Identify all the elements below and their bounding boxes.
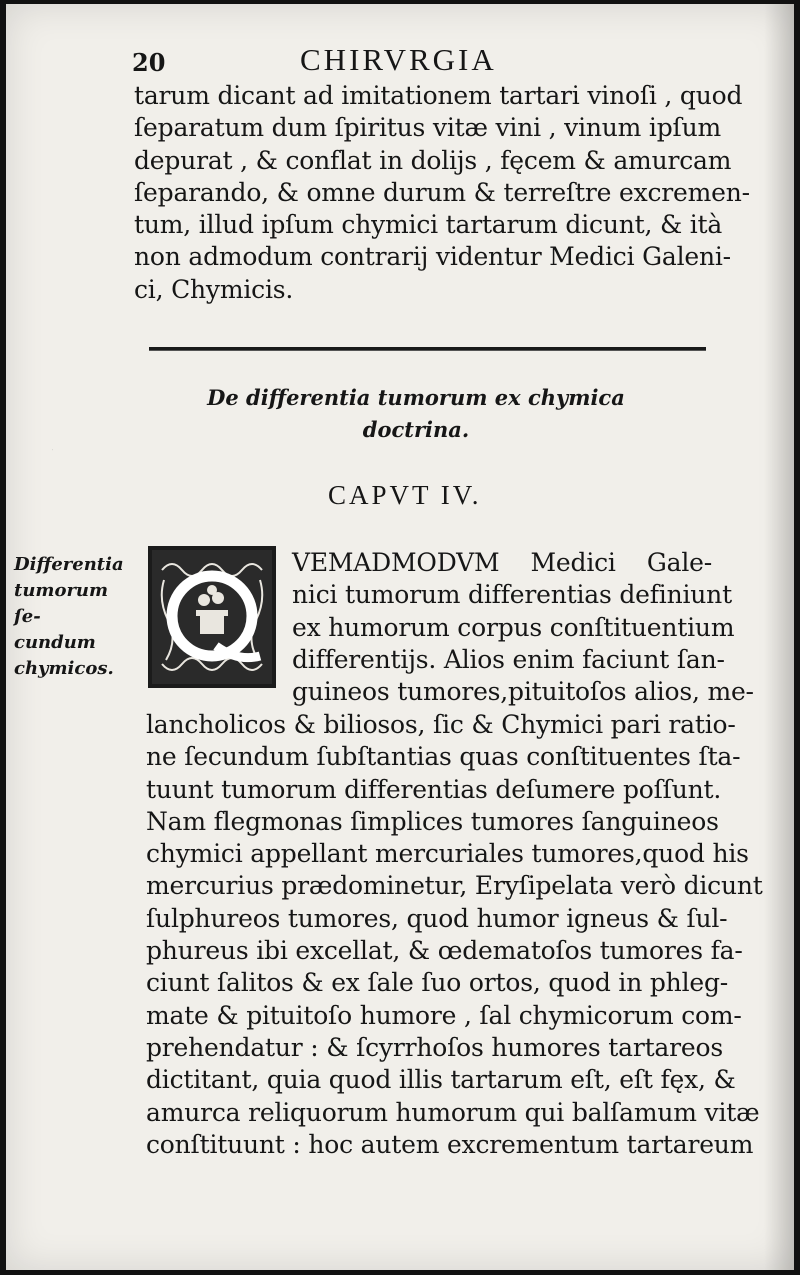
- text-line: VEMADMODVM Medici Gale-: [292, 548, 712, 577]
- margin-note-line: tumorum ſe-: [14, 580, 109, 627]
- text-line: dictitant, quia quod illis tartarum eſt, eſt fęx, &: [146, 1065, 736, 1095]
- text-line: differentijs. Alios enim faciunt ſan-: [292, 644, 725, 674]
- text-line: chymici appellant mercuriales tumores,quod his: [146, 839, 749, 869]
- text-line: lancholicos & biliosos, ſic & Chymici pari ratio-: [146, 710, 736, 739]
- text-line: mercurius prædominetur, Eryſipelata verò dicunt: [146, 871, 763, 901]
- page-header: [132, 42, 692, 78]
- text-line: ci, Chymicis.: [134, 274, 294, 304]
- text-line: prehendatur : & ſcyrrhoſos humores tartareos: [146, 1032, 723, 1062]
- text-line: ciunt ſalitos & ex ſale ſuo ortos, quod in phleg-: [146, 968, 729, 998]
- body-paragraph: [146, 709, 763, 1161]
- text-line: ſeparando, & omne durum & terreſtre excremen-: [134, 177, 750, 207]
- text-line: ſulphureos tumores, quod humor igneus & ſul-: [146, 903, 728, 933]
- drop-cap-letter: Q: [52, 450, 53, 451]
- text-line: guineos tumores,pituitoſos alios, me-: [292, 677, 754, 707]
- text-line: ſeparatum dum ſpiritus vitæ vini , vinum ipſum: [134, 113, 721, 143]
- text-line: tuunt tumorum differentias deſumere poſſunt.: [146, 774, 722, 804]
- text-line: Nam flegmonas ſimplices tumores ſanguineos: [146, 806, 719, 836]
- text-line: phureus ibi excellat, & œdematoſos tumores fa-: [146, 936, 743, 966]
- section-title-line: De differentia tumorum ex chymica: [207, 385, 625, 410]
- section-title-line: doctrina.: [362, 417, 470, 442]
- chapter-heading: CAPVT IV.: [328, 480, 482, 510]
- margin-note: [14, 552, 132, 682]
- book-page: [6, 4, 794, 1270]
- text-line: tum, illud ipſum chymici tartarum dicunt, & ità: [134, 210, 723, 240]
- section-title: [206, 382, 626, 446]
- margin-note-line: Differentia: [14, 554, 124, 575]
- text-line: nici tumorum differentias definiunt: [292, 580, 732, 610]
- initial-lines: [292, 547, 754, 708]
- text-line: ne ſecundum ſubſtantias quas conſtituentes ſta-: [146, 742, 741, 772]
- running-title: CHIRVRGIA: [300, 42, 497, 77]
- text-line: depurat , & conflat in dolijs , fęcem & amurcam: [134, 145, 732, 175]
- section-divider: [149, 347, 706, 351]
- top-paragraph: [134, 80, 750, 306]
- text-line: non admodum contrarij videntur Medici Galeni-: [134, 242, 731, 272]
- margin-note-line: chymicos.: [14, 658, 114, 679]
- text-line: amurca reliquorum humorum qui balſamum vitæ: [146, 1097, 760, 1127]
- page-number: 20: [132, 48, 166, 77]
- page-edge-shadow: [764, 4, 794, 1270]
- text-line: conſtituunt : hoc autem excrementum tartareum: [146, 1129, 754, 1159]
- text-line: mate & pituitoſo humore , ſal chymicorum com-: [146, 1000, 742, 1030]
- text-line: tarum dicant ad imitationem tartari vinoſi , quod: [134, 81, 743, 110]
- margin-note-line: cundum: [14, 632, 96, 653]
- text-line: ex humorum corpus conſtituentium: [292, 612, 735, 642]
